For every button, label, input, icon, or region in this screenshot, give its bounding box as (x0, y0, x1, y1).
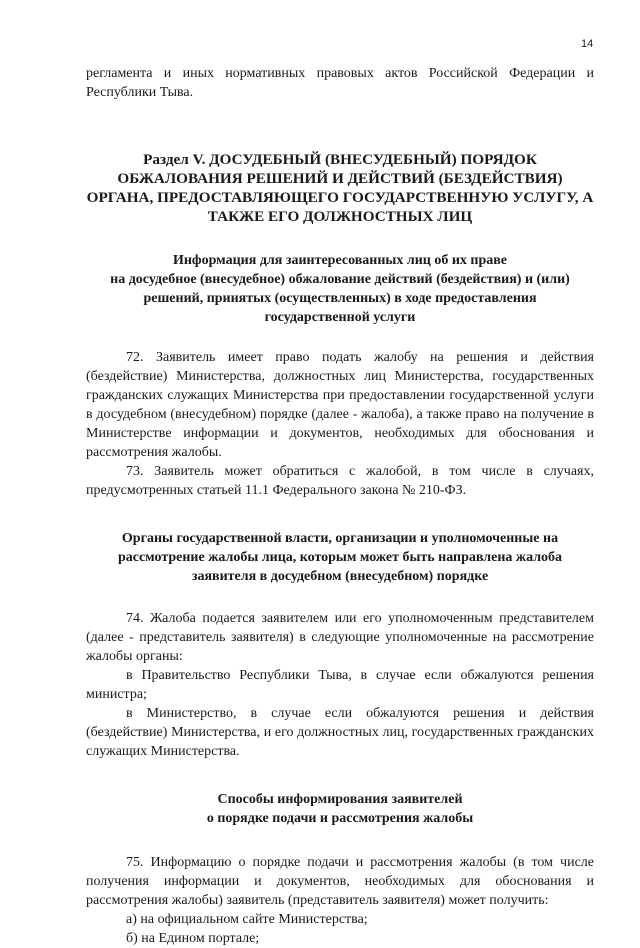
section-title-line: ОРГАНА, ПРЕДОСТАВЛЯЮЩЕГО ГОСУДАРСТВЕННУЮ УСЛУГУ, А (86, 189, 594, 206)
subsection-title-line: рассмотрение жалобы лица, которым может быть направлена жалоба (117, 550, 563, 565)
list-item-a: а) на официальном сайте Министерства; (126, 912, 368, 927)
subsection-title-line: заявителя в досудебном (внесудебном) порядке (191, 569, 489, 584)
document-body (86, 64, 594, 948)
paragraph-72: 72. Заявитель имеет право подать жалобу на решения и действия (бездействие) Министерства, должностных лиц Министерства, государственных гражданских служащих Министерства при предоставлении государственной услуги в досудебном (внесудебном) порядке (далее - жалоба), а также право на получение в Министерстве информации и документов, необходимых для обоснования и рассмотрения жалобы. (86, 350, 594, 460)
section-title (86, 150, 594, 226)
paragraph-75: 75. Информацию о порядке подачи и рассмотрения жалобы (в том числе получения информации и документов, необходимых для обоснования и рассмотрения жалобы) заявитель (представитель заявителя) может получить: (86, 855, 594, 908)
intro-paragraph: регламента и иных нормативных правовых актов Российской Федерации и Республики Тыва. (86, 66, 594, 100)
subsection-title-authorities (86, 529, 594, 586)
subsection-title-line: Органы государственной власти, организации и уполномоченные на (121, 531, 559, 546)
subsection-title-line: Способы информирования заявителей (217, 792, 463, 807)
paragraph-73: 73. Заявитель может обратиться с жалобой, в том числе в случаях, предусмотренных статьей 11.1 Федерального закона № 210-ФЗ. (86, 464, 594, 498)
paragraph-74: 74. Жалоба подается заявителем или его уполномоченным представителем (далее - представитель заявителя) в следующие уполномоченные на рассмотрение жалобы органы: (86, 611, 594, 664)
list-item-b: б) на Едином портале; (126, 931, 260, 946)
list-item-ministry: в Министерство, в случае если обжалуются решения и действия (бездействие) Министерства, и его должностных лиц, государственных гражданских служащих Министерства. (86, 706, 594, 759)
section-title-line: Раздел V. ДОСУДЕБНЫЙ (ВНЕСУДЕБНЫЙ) ПОРЯДОК (143, 151, 537, 168)
subsection-title-line: государственной услуги (264, 310, 416, 325)
subsection-title-line: на досудебное (внесудебное) обжалование действий (бездействия) и (или) (110, 272, 570, 287)
list-item-government: в Правительство Республики Тыва, в случае если обжалуются решения министра; (86, 668, 594, 702)
page-number: 14 (581, 38, 594, 50)
subsection-title-line: о порядке подачи и рассмотрения жалобы (206, 811, 474, 826)
subsection-title-line: Информация для заинтересованных лиц об их праве (172, 253, 508, 268)
section-title-line: ТАКЖЕ ЕГО ДОЛЖНОСТНЫХ ЛИЦ (207, 208, 473, 225)
subsection-title-line: решений, принятых (осуществленных) в ходе предоставления (143, 291, 537, 306)
section-title-line: ОБЖАЛОВАНИЯ РЕШЕНИЙ И ДЕЙСТВИЙ (БЕЗДЕЙСТВИЯ) (117, 170, 563, 187)
subsection-title-informing (86, 790, 594, 828)
subsection-title-rights (86, 251, 594, 327)
